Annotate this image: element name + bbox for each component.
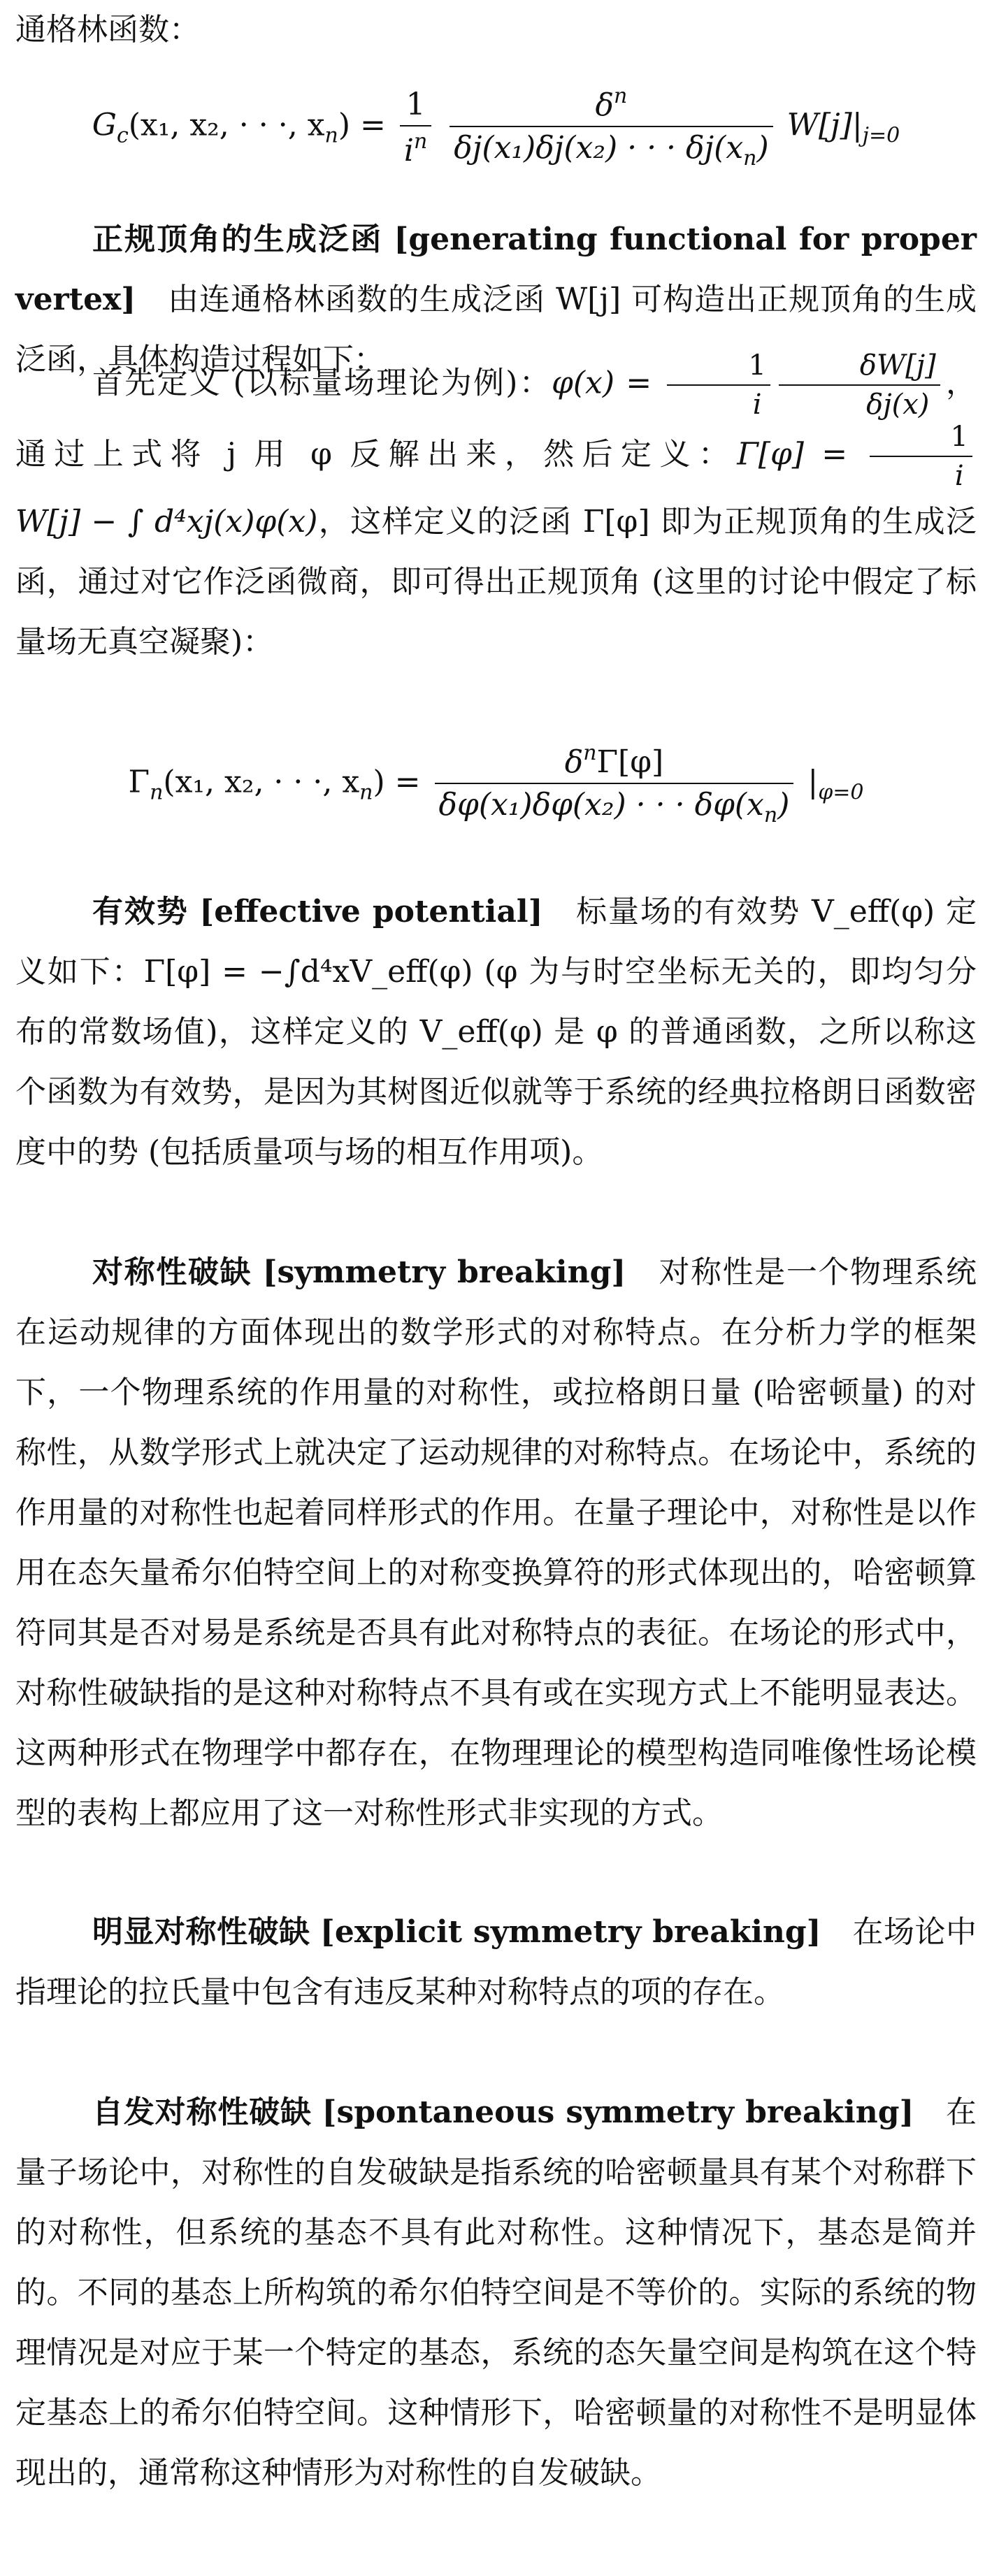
entry-explicit-symmetry-breaking	[15, 1902, 977, 2023]
entry-text: 标量场的有效势 V_eff(φ) 定义如下：Γ[φ] = −∫d⁴xV_eff(φ) (φ 为与时空坐标无关的，即均匀分布的常数场值)，这样定义的 V_eff(φ) 是 φ 的普通函数，之所以称这个函数为有效势，是因为其树图近似就等于系统的经典拉格朗日函数密度中的势 (包括质量项与场的相互作用项)。	[15, 894, 977, 1170]
term-heading: 有效势	[92, 894, 189, 929]
term-heading: 对称性破缺	[92, 1254, 252, 1290]
entry-text: 对称性是一个物理系统在运动规律的方面体现出的数学形式的对称特点。在分析力学的框架下，一个物理系统的作用量的对称性，或拉格朗日量 (哈密顿量) 的对称性，从数学形式上就决定了运动规律的对称特点。在场论中，系统的作用量的对称性也起着同样形式的作用。在量子理论中，对称性是以作用在态矢量希尔伯特空间上的对称变换算符的形式体现出的，哈密顿算符同其是否对易是系统是否具有此对称特点的表征。在场论的形式中，对称性破缺指的是这种对称特点不具有或在实现方式上不能明显表达。这两种形式在物理学中都存在，在物理理论的模型构造同唯像性场论模型的表构上都应用了这一对称性形式非实现的方式。	[15, 1254, 977, 1831]
equation-connected-green-function: $G_c(x_1$, x₂, · · ·, $x_n$) = $\frac{1}{i^n}$ $\frac{\delta^n}{\delta j(x_1)\delta j(x_2) \cdot \cdot \cdot \delta j(x_n)}$ $W[j]|_{j=0}$	[92, 84, 900, 171]
entry-text: 在场论中指理论的拉氏量中包含有违反某种对称特点的项的存在。	[15, 1914, 977, 2010]
term-heading: 自发对称性破缺	[92, 2094, 312, 2130]
entry-spontaneous-symmetry-breaking	[15, 2083, 977, 2503]
term-english: [symmetry breaking]	[262, 1254, 626, 1290]
entry-symmetry-breaking	[15, 1243, 977, 1844]
term-english: [explicit symmetry breaking]	[320, 1914, 821, 1950]
term-english: [generating functional for proper vertex]	[15, 222, 977, 317]
entry-text: 在量子场论中，对称性的自发破缺是指系统的哈密顿量具有某个对称群下的对称性，但系统的基态不具有此对称性。这种情况下，基态是简并的。不同的基态上所构筑的希尔伯特空间是不等价的。实际的系统的物理情况是对应于某一个特定的基态，系统的态矢量空间是构筑在这个特定基态上的希尔伯特空间。这种情形下，哈密顿量的对称性不是明显体现出的，通常称这种情形为对称性的自发破缺。	[15, 2094, 977, 2491]
intro-line: 通格林函数：	[15, 12, 200, 48]
equation-proper-vertex: $\Gamma_n(x_1$, x₂, · · ·, $x_n$) = $\frac{\delta^n\Gamma[\varphi]}{\delta\varphi(x_1)\delta\varphi(x_2) \cdot \cdot \cdot \delta\varphi(x_n)}$ $|_{\varphi=0}$	[128, 741, 864, 827]
entry-effective-potential	[15, 882, 977, 1182]
term-english: [spontaneous symmetry breaking]	[322, 2094, 914, 2130]
entry-text: 由连通格林函数的生成泛函 W[j] 可构造出正规顶角的生成泛函，具体构造过程如下：	[15, 282, 977, 377]
term-heading: 正规顶角的生成泛函	[92, 222, 383, 257]
entry-definition-paragraph: 首先定义 (以标量场理论为例)：φ(x) = $\frac{1}{i}$ $\frac{\delta W[j]}{\delta j(x)}$ ，通过上式将 j 用 φ 反解出来，然后定义：Γ[φ] = $\frac{1}{i}$ W[j] − ∫ d⁴xj(x)φ(x)，这样定义的泛函 Γ[φ] 即为正规顶角的生成泛函，通过对它作泛函微商，即可得出正规顶角 (这里的讨论中假定了标量场无真空凝聚)：	[15, 349, 977, 660]
term-heading: 明显对称性破缺	[92, 1914, 310, 1950]
term-english: [effective potential]	[199, 894, 543, 929]
